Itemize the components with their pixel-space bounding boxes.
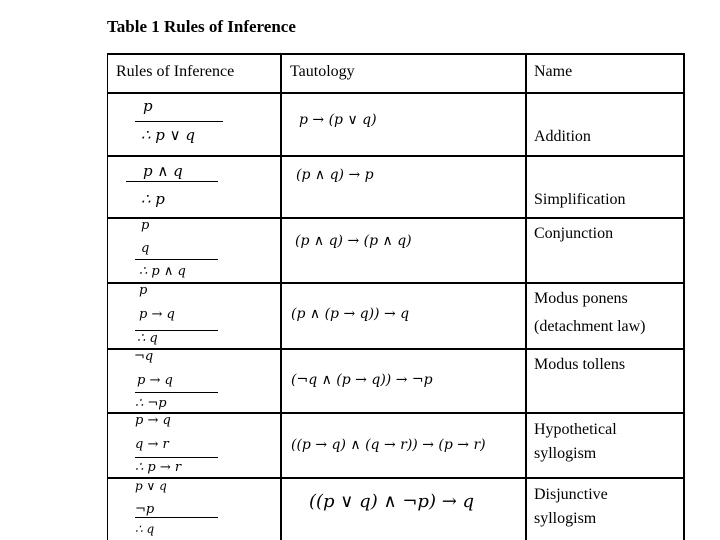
row-divider (108, 217, 683, 219)
conclusion: ∴ p ∨ q (141, 126, 196, 144)
row-divider (108, 477, 683, 479)
rule-name: Simplification (534, 191, 626, 208)
premise: p ∧ q (143, 162, 183, 180)
conclusion: ∴ q (137, 331, 158, 346)
inference-line (135, 457, 218, 458)
rule-name-line1: Hypothetical (534, 421, 617, 438)
row-divider (108, 412, 683, 414)
inference-line (135, 517, 218, 518)
premise: p → q (139, 307, 175, 322)
rule-name-line1: Disjunctive (534, 486, 608, 503)
rules-table (107, 53, 685, 540)
tautology: (p ∧ (p → q)) → q (291, 306, 410, 322)
rule-name-line2: syllogism (534, 510, 597, 527)
header-rules: Rules of Inference (116, 63, 235, 80)
header-name: Name (534, 63, 573, 80)
rule-name-line2: (detachment law) (534, 318, 646, 335)
tautology: (¬q ∧ (p → q)) → ¬p (291, 372, 433, 388)
premise: q → r (135, 437, 169, 452)
header-tautology: Tautology (290, 63, 355, 80)
row-divider (108, 92, 683, 94)
premise: p (141, 218, 150, 233)
premise: ¬p (135, 502, 155, 517)
premise: ¬q (134, 349, 154, 364)
premise: p (139, 283, 148, 298)
conclusion: ∴ q (135, 522, 155, 536)
premise: p → q (135, 413, 171, 428)
column-divider (280, 55, 282, 540)
premise: q (141, 241, 150, 256)
conclusion: ∴ ¬p (135, 396, 167, 411)
table-caption: Table 1 Rules of Inference (107, 17, 296, 36)
rule-name: Modus tollens (534, 356, 626, 373)
rule-name: Conjunction (534, 225, 614, 242)
row-divider (108, 282, 683, 284)
premise: p → q (137, 373, 173, 388)
rule-name-line2: syllogism (534, 445, 597, 462)
inference-line (135, 259, 218, 260)
tautology: (p ∧ q) → (p ∧ q) (295, 233, 412, 249)
tautology: (p ∧ q) → p (296, 167, 374, 183)
conclusion: ∴ p ∧ q (139, 264, 186, 279)
conclusion: ∴ p (141, 190, 165, 208)
rule-name: Addition (534, 128, 591, 145)
row-divider (108, 348, 683, 350)
inference-line (135, 121, 223, 122)
conclusion: ∴ p → r (135, 460, 182, 475)
row-divider (108, 155, 683, 157)
tautology: ((p → q) ∧ (q → r)) → (p → r) (291, 437, 486, 453)
column-divider (525, 55, 527, 540)
premise: p ∨ q (135, 479, 167, 493)
premise: p (143, 97, 153, 115)
inference-line (135, 392, 218, 393)
tautology: ((p ∨ q) ∧ ¬p) → q (309, 491, 475, 512)
tautology: p → (p ∨ q) (299, 112, 377, 128)
rule-name-line1: Modus ponens (534, 290, 628, 307)
inference-line (126, 181, 218, 182)
